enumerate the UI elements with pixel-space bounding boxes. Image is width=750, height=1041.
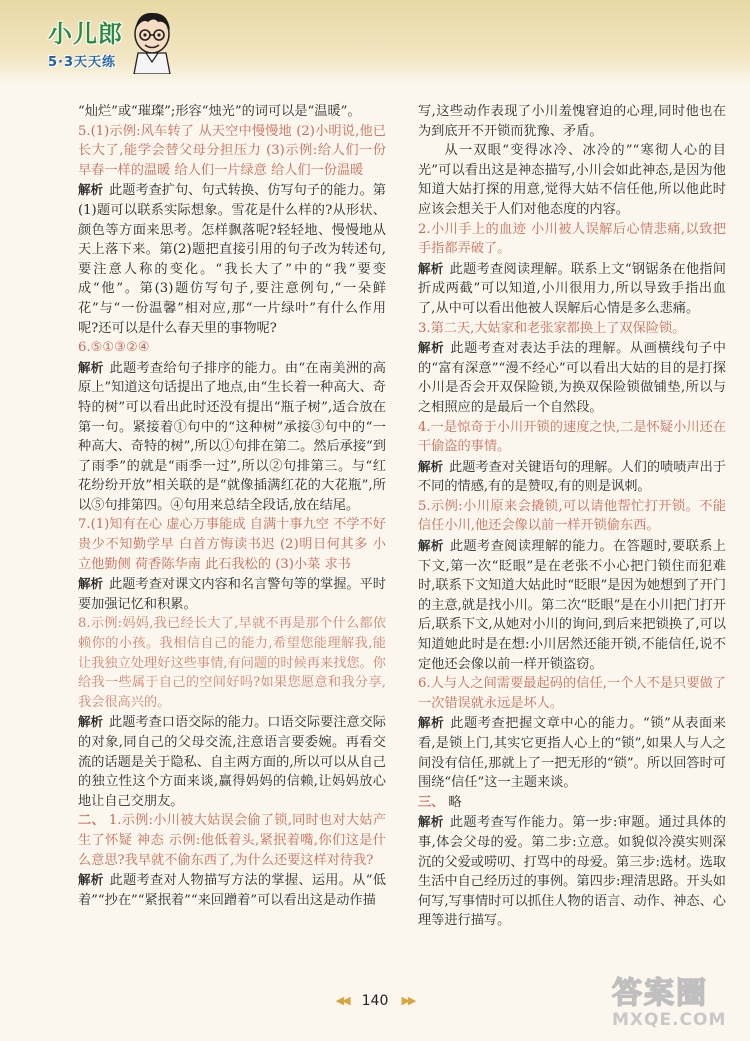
paragraph: 从一双眼“变得冰冷、冰冷的”“寒彻人心的目光”可以看出这是神态描写,小川会如此神态,是因为他知道大姑打探的用意,觉得大姑不信任他,所以他此时应该会想关于人们对他态度的内容。	[418, 143, 726, 217]
page-header	[0, 0, 750, 85]
answer-paragraph: 5.(1)示例:风车转了 从天空中慢慢地 (2)小明说,他已长大了,能学会替父母分担压力 (3)示例:给人们一份早春一样的温暖 给人们一片绿意 给人们一份温暖	[78, 123, 386, 178]
answer-paragraph: 6.人与人之间需要最起码的信任,一个人不是只要做了一次错误就永远是坏人。	[418, 676, 726, 711]
brand-logo	[48, 14, 123, 70]
section-number: 三、	[418, 794, 445, 810]
section-answer: 略	[448, 794, 462, 810]
right-column	[418, 102, 726, 931]
analysis-paragraph: 解析 此题考查给句子排序的能力。由“在南美洲的高原上”知道这句话提出了地点,由“生长着一种高大、奇特的树”可以看出此时还没有提出“瓶子树”,适合放在第一句。紧接着①句中的“这种树”承接③句中的“一种高大、奇特的树”,所以①句排在第二。然后承接“到了雨季”的就是“雨季一过”,所以②句排第三。与“红花纷纷开放”相关联的是“就像插满红花的大花瓶”,所以⑤句排第四。④句用来总结全段话,放在结尾。	[78, 359, 386, 513]
answer-paragraph: 4.一是惊奇于小川开锁的速度之快,二是怀疑小川还在干偷盗的事情。	[418, 419, 726, 455]
logo-subtitle: 5·3天天练	[48, 55, 117, 70]
analysis-paragraph: 解析 此题考查对关键语句的理解。人们的啧啧声出于不同的情感,有的是赞叹,有的则是讽刺。	[418, 458, 726, 495]
section-number: 二、	[78, 813, 105, 829]
analysis-paragraph: 解析 此题考查对课文内容和名言警句等的掌握。平时要加强记忆和积累。	[78, 576, 386, 612]
analysis-paragraph: 解析 此题考查对人物描写方法的掌握、运用。从“低着”“抄在”“紧抿着”“来回蹭着”可以看出这是动作描	[78, 872, 386, 908]
paragraph: “灿烂”或“璀璨”;形容“烛光”的词可以是“温暖”。	[78, 104, 361, 119]
analysis-paragraph: 解析 此题考查写作能力。第一步:审题。通过具体的事,体会父母的爱。第二步:立意。如貌似冷漠实则深沉的父爱或唠叨、打骂中的母爱。第三步:选材。选取生活中自己经历过的事例。第四步:理清思路。开头如何写,写事情时可以抓住人物的语言、动作、神态、心理等进行描写。	[418, 814, 726, 929]
analysis-label: 解析	[418, 340, 445, 356]
page-number: 140	[361, 992, 389, 1009]
answer-paragraph: 8.示例:妈妈,我已经长大了,早就不再是那个什么都依赖你的小孩。我相信自己的能力,希望您能理解我,能让我独立处理好这些事情,有问题的时候再来找您。你给我一些属于自己的空间好吗?如果您愿意和我分享,我会很高兴的。	[78, 616, 386, 710]
analysis-label: 解析	[418, 715, 445, 731]
answer-paragraph: 2.小川手上的血迹 小川被人误解后心情悲痛,以致把手指都弄破了。	[418, 221, 726, 257]
watermark	[612, 968, 740, 1034]
analysis-label: 解析	[78, 714, 104, 730]
analysis-label: 解析	[418, 814, 444, 830]
paragraph: 写,这些动作表现了小川羞愧窘迫的心理,同时他也在为到底开不开锁而犹豫、矛盾。	[418, 104, 726, 139]
analysis-paragraph: 解析 此题考查对表达手法的理解。从画横线句子中的“富有深意”“漫不经心”可以看出大姑的目的是打探小川是否会开双保险锁,为换双保险锁做铺垫,所以与之相照应的是最后一个自然段。	[418, 340, 726, 415]
left-arrows-icon: ◀◀	[335, 994, 349, 1007]
answer-paragraph: 6.⑤①③②④	[78, 340, 150, 356]
section-heading	[418, 793, 726, 813]
analysis-label: 解析	[418, 260, 444, 276]
analysis-label: 解析	[78, 872, 104, 888]
analysis-label: 解析	[78, 359, 104, 375]
watermark-text: 答案圈	[612, 976, 708, 1011]
analysis-paragraph: 解析 此题考查把握文章中心的能力。“锁”从表面来看,是锁上门,其实它更指人心上的“锁”,如果人与人之间没有信任,那就上了一把无形的“锁”。所以回答时可围绕“信任”这一主题来谈。	[418, 715, 726, 791]
analysis-paragraph: 解析 此题考查阅读理解。联系上文“钢锯条在他指间折成两截”可以知道,小川很用力,所以导致手指出血了,从中可以看出他被人误解后心情是多么悲痛。	[418, 260, 726, 316]
analysis-label: 解析	[418, 538, 444, 554]
answer-paragraph: 3.第二天,大姑家和老张家都换上了双保险锁。	[418, 320, 686, 336]
answer-paragraph: 二、 1.示例:小川被大姑误会偷了锁,同时也对大姑产生了怀疑 神态 示例:他低着头,紧抿着嘴,你们这是什么意思?我早就不偷东西了,为什么还要这样对待我?	[78, 813, 387, 868]
analysis-paragraph: 解析 此题考查阅读理解的能力。在答题时,要联系上下文,第一次“眨眼”是在老张不小心把门锁住而犯难时,联系下文知道大姑此时“眨眼”是因为她想到了开门的主意,就是找小川。第二次“眨眼”是在小川把门打开后,联系下文,从她对小川的询问,到后来把锁换了,可以知道她此时是在想:小川居然还能开锁,不能信任,说不定他还会像以前一样开锁盗窃。	[418, 538, 726, 672]
analysis-label: 解析	[78, 576, 104, 592]
logo-title: 小儿郎	[48, 20, 123, 48]
analysis-paragraph: 解析 此题考查扩句、句式转换、仿写句子的能力。第(1)题可以联系实际想象。雪花是什么样的?从形状、颜色等方面来思考。怎样飘落呢?轻轻地、慢慢地从天上落下来。第(2)题把直接引用的句子改为转述句,要注意人称的变化。“我长大了”中的“我”要变成“他”。第(3)题仿写句子,要注意例句,“一朵鲜花”与“一份温馨”相对应,那“一片绿叶”有什么作用呢?还可以是什么春天里的事物呢?	[78, 182, 386, 336]
analysis-label: 解析	[78, 182, 104, 198]
left-column	[78, 102, 386, 910]
analysis-label: 解析	[418, 458, 444, 474]
answer-paragraph: 7.(1)知有在心 虚心万事能成 自满十事九空 不学不好 贵少不知勤学早 白首方悔读书迟 (2)明日何其多 小立他勤侧 荷香陈华南 此石我松的 (3)小菜 求书	[78, 517, 386, 572]
mascot-boy-icon	[128, 8, 176, 74]
watermark-url: MXQE.COM	[612, 1010, 727, 1030]
answer-paragraph: 5.示例:小川原来会撬锁,可以请他帮忙打开锁。不能信任小川,他还会像以前一样开锁偷东西。	[418, 498, 726, 534]
analysis-paragraph: 解析 此题考查口语交际的能力。口语交际要注意交际的对象,同自己的父母交流,注意语言要委婉。再看交流的话题是关于隐私、自主两方面的,所以可以从自己的独立性这个方面来谈,赢得妈妈的信赖,让妈妈放心地让自己交朋友。	[78, 714, 386, 809]
right-arrows-icon: ▶▶	[401, 994, 415, 1007]
